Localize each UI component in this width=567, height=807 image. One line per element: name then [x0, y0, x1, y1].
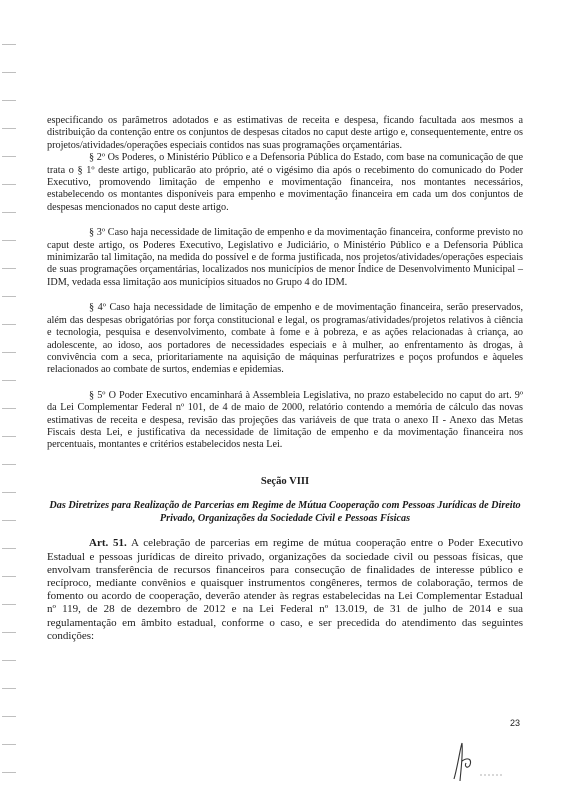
- paragraph-3: § 3º Caso haja necessidade de limitação de empenho e da movimentação financeira, conforme previsto no caput deste artigo, os Poderes Executivo, Legislativo e Judiciário, o Ministério Público e a Defensoria Pública minimizarão tal limitação, na medida do possível e de forma justificada, nos projetos/atividades/operações especiais de suas programações orçamentárias, localizados nos municípios de menor Índice de Desenvolvimento Municipal – IDM, vedada essa limitação aos municípios situados no Grupo 4 do IDM.: [47, 227, 523, 288]
- signature-icon: [446, 735, 506, 785]
- document-body: [47, 115, 523, 643]
- section-title: Seção VIII: [260, 475, 310, 487]
- article-label: Art. 51.: [89, 537, 127, 550]
- paragraph-continuation: especificando os parâmetros adotados e as estimativas de receita e despesa, ficando facultada aos mesmos a distribuição da contenção entre os conjuntos de despesas citados no caput deste artigo e, consequentemente, entre os projetos/atividades/operações especiais contidos nas suas programações orçamentárias.: [47, 115, 523, 151]
- article-51: [47, 537, 523, 643]
- page-number: 23: [510, 718, 521, 728]
- paragraph-4: § 4º Caso haja necessidade de limitação de empenho e de movimentação financeira, serão preservados, além das despesas obrigatórias por força constitucional e legal, os programas/atividades/projetos relativos à ciência e tecnologia, pesquisa e desenvolvimento, combate à fome e à pobreza, e as ações relacionadas à criança, ao adolescente, ao idoso, aos portadores de necessidades especiais e à mulher, ao enfrentamento às drogas, à convivência com a seca, prioritariamente na aquisição de máquinas perfuratrizes e poços profundos e àqueles relacionados ao combate de surtos, endemias e epidemias.: [47, 302, 523, 376]
- section-subtitle: Das Diretrizes para Realização de Parcerias em Regime de Mútua Cooperação com Pessoas Jurídicas de Direito Privado, Organizações da Sociedade Civil e Pessoas Físicas: [49, 500, 521, 524]
- paragraph-2: § 2º Os Poderes, o Ministério Público e a Defensoria Pública do Estado, com base na comunicação de que trata o § 1º deste artigo, publicarão ato próprio, até o vigésimo dia após o recebimento do comunicado do Poder Executivo, promovendo limitação de empenho e movimentação financeira, nos montantes necessários, estabelecendo os montantes disponíveis para empenho e movimentação financeira em cada um dos conjuntos de despesas mencionados no caput deste artigo.: [47, 152, 523, 213]
- binding-holes: [2, 30, 16, 790]
- paragraph-5: § 5º O Poder Executivo encaminhará à Assembleia Legislativa, no prazo estabelecido no caput do art. 9º da Lei Complementar Federal nº 101, de 4 de maio de 2000, relatório contendo a memória de cálculo das novas estimativas de receita e despesa, revisão das projeções das variáveis de que trata o anexo II - Anexo das Metas Fiscais desta Lei, e justificativa da necessidade de limitação de empenho e da movimentação financeira nos percentuais, montantes e critérios estabelecidos nesta Lei.: [47, 389, 523, 451]
- article-text: A celebração de parcerias em regime de mútua cooperação entre o Poder Executivo Estadual e pessoas jurídicas de direito privado, organizações da sociedade civil ou pessoas físicas, que envolvam transferência de recursos financeiros para consecução de finalidades de interesse público e recíproco, mediante convênios e quaisquer instrumentos congêneres, termos de colaboração, termos de fomento ou acordo de cooperação, deverão atender às regras estabelecidas na Lei Complementar Estadual nº 119, de 28 de dezembro de 2012 e na Lei Federal nº 13.019, de 31 de julho de 2014 e sua regulamentação em âmbito estadual, conforme o caso, e ser precedida do atendimento das seguintes condições:: [47, 537, 523, 642]
